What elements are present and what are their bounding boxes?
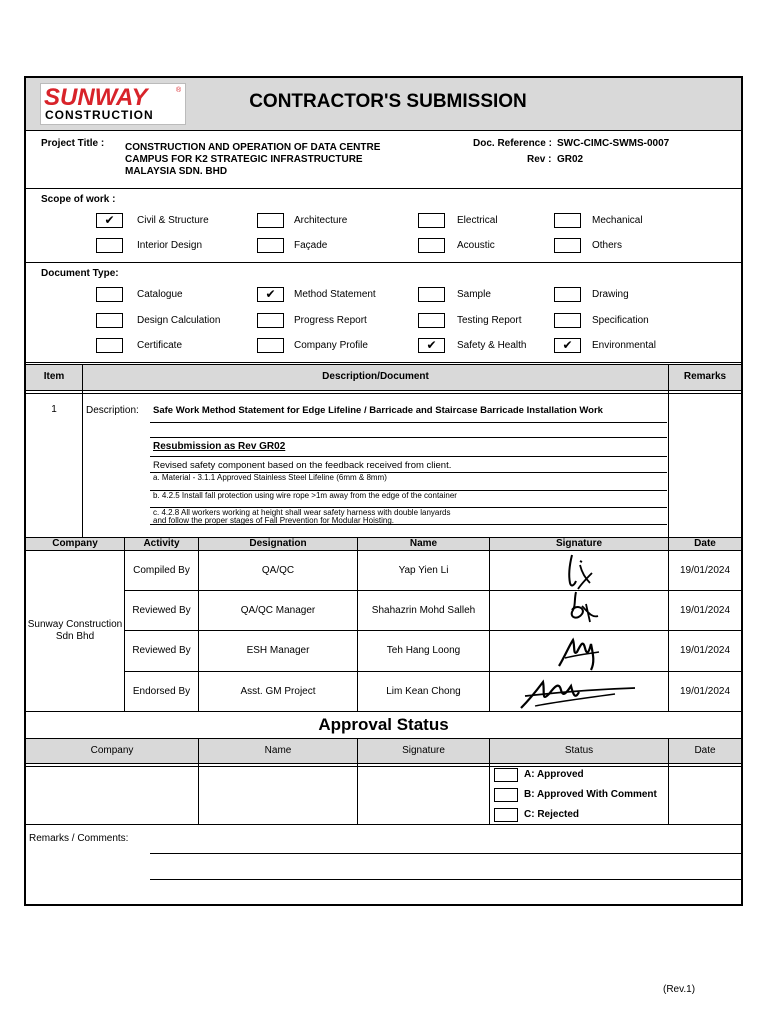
doctype-label-sample: Sample: [457, 289, 491, 300]
rev-value: GR02: [557, 154, 584, 165]
status-checkbox-approved-with-comment[interactable]: [494, 788, 518, 802]
doctype-checkbox-sample[interactable]: [418, 287, 445, 302]
approval-title: Approval Status: [318, 715, 449, 734]
signature-2: [562, 590, 604, 628]
sign-header-activity: Activity: [143, 538, 180, 549]
sign-row-3-date: 19/01/2024: [679, 645, 731, 656]
sign-row-1-name: Yap Yien Li: [398, 565, 449, 576]
footer-rev: (Rev.1): [663, 984, 696, 995]
status-label-approved: A: Approved: [524, 769, 584, 780]
doctype-checkbox-progress-report[interactable]: [257, 313, 284, 328]
doctype-checkbox-catalogue[interactable]: [96, 287, 123, 302]
sign-header-date: Date: [694, 538, 716, 549]
remarks-line-2[interactable]: [150, 879, 741, 880]
sign-row-4-designation: Asst. GM Project: [240, 686, 316, 697]
sign-row-2-name: Shahazrin Mohd Salleh: [371, 605, 476, 616]
status-label-approved-with-comment: B: Approved With Comment: [524, 789, 657, 800]
item-resubmission: Resubmission as Rev GR02: [153, 441, 286, 452]
sign-header-name: Name: [409, 538, 438, 549]
sign-row-4-name: Lim Kean Chong: [386, 686, 461, 697]
doctype-label-method-statement: Method Statement: [294, 289, 376, 300]
doctype-label-progress-report: Progress Report: [294, 315, 367, 326]
sign-row-4-activity: Endorsed By: [132, 686, 191, 697]
item-description-title: Safe Work Method Statement for Edge Lifeline / Barricade and Staircase Barricade Installation Work: [153, 405, 603, 416]
sign-row-1-activity: Compiled By: [133, 565, 190, 576]
approval-header-name: Name: [264, 745, 292, 756]
doc-reference-value: SWC-CIMC-SWMS-0007: [557, 138, 670, 149]
scope-label-mechanical: Mechanical: [592, 215, 643, 226]
items-header-remarks: Remarks: [683, 371, 727, 382]
sign-company-line-1: Sunway Construction: [27, 619, 123, 630]
signature-1: [560, 553, 600, 593]
sign-company-line-2: Sdn Bhd: [55, 631, 95, 642]
sign-row-3-designation: ESH Manager: [246, 645, 310, 656]
signature-3: [555, 632, 605, 674]
status-label-rejected: C: Rejected: [524, 809, 580, 820]
doctype-label-company-profile: Company Profile: [294, 340, 368, 351]
doctype-checkbox-company-profile[interactable]: [257, 338, 284, 353]
doctype-checkbox-certificate[interactable]: [96, 338, 123, 353]
scope-label-others: Others: [592, 240, 623, 251]
scope-checkbox-architecture[interactable]: [257, 213, 284, 228]
item-point-a: a. Material - 3.1.1 Approved Stainless Steel Lifeline (6mm & 8mm): [153, 473, 387, 482]
sign-row-2-date: 19/01/2024: [679, 605, 731, 616]
approval-header-status: Status: [564, 745, 594, 756]
approval-header-company: Company: [90, 745, 134, 756]
sign-row-1-date: 19/01/2024: [679, 565, 731, 576]
remarks-label: Remarks / Comments:: [29, 833, 129, 844]
project-title-line-1: CONSTRUCTION AND OPERATION OF DATA CENTRE: [125, 142, 381, 153]
doc-reference-label: Doc. Reference :: [473, 138, 552, 149]
sunway-logo: [40, 83, 186, 125]
scope-checkbox-acoustic[interactable]: [418, 238, 445, 253]
scope-label-interior: Interior Design: [137, 240, 203, 251]
rev-label: Rev :: [527, 154, 552, 165]
items-header-item: Item: [43, 371, 65, 382]
doctype-checkbox-drawing[interactable]: [554, 287, 581, 302]
sign-header-company: Company: [52, 538, 98, 549]
sign-row-3-name: Teh Hang Loong: [386, 645, 461, 656]
doctype-label-specification: Specification: [592, 315, 649, 326]
sign-row-2-designation: QA/QC Manager: [240, 605, 316, 616]
doctype-checkbox-specification[interactable]: [554, 313, 581, 328]
item-revised-note: Revised safety component based on the feedback received from client.: [153, 460, 452, 471]
item-point-c-line-1: c. 4.2.8 All workers working at height shall wear safety harness with double lanyards: [153, 508, 451, 517]
project-title-line-3: MALAYSIA SDN. BHD: [125, 166, 228, 177]
sign-row-3-activity: Reviewed By: [132, 645, 191, 656]
scope-checkbox-others[interactable]: [554, 238, 581, 253]
project-title-label: Project Title :: [41, 138, 105, 149]
scope-checkbox-mechanical[interactable]: [554, 213, 581, 228]
scope-checkbox-civil[interactable]: ✔: [96, 213, 123, 228]
doctype-checkbox-safety-health[interactable]: ✔: [418, 338, 445, 353]
doctype-checkbox-environmental[interactable]: ✔: [554, 338, 581, 353]
doctype-checkbox-design-calculation[interactable]: [96, 313, 123, 328]
doctype-checkbox-testing-report[interactable]: [418, 313, 445, 328]
item-description-label: Description:: [86, 405, 139, 416]
scope-label-architecture: Architecture: [294, 215, 348, 226]
sign-header-designation: Designation: [249, 538, 307, 549]
scope-checkbox-electrical[interactable]: [418, 213, 445, 228]
scope-label-acoustic: Acoustic: [457, 240, 495, 251]
status-checkbox-rejected[interactable]: [494, 808, 518, 822]
doctype-label-certificate: Certificate: [137, 340, 183, 351]
remarks-line-1[interactable]: [150, 853, 741, 854]
scope-label-civil: Civil & Structure: [137, 215, 209, 226]
doctype-label-environmental: Environmental: [592, 340, 656, 351]
item-point-b: b. 4.2.5 Install fall protection using wire rope >1m away from the edge of the container: [153, 491, 457, 500]
doctype-label-safety-health: Safety & Health: [457, 340, 527, 351]
items-header-description: Description/Document: [322, 371, 429, 382]
doctype-label-drawing: Drawing: [592, 289, 629, 300]
signature-4: [515, 672, 640, 712]
logo-registered: ®: [176, 87, 182, 94]
approval-header-signature: Signature: [402, 745, 445, 756]
scope-checkbox-interior[interactable]: [96, 238, 123, 253]
scope-label: Scope of work :: [41, 194, 116, 205]
scope-checkbox-facade[interactable]: [257, 238, 284, 253]
status-checkbox-approved[interactable]: [494, 768, 518, 782]
project-title-line-2: CAMPUS FOR K2 STRATEGIC INFRASTRUCTURE: [125, 154, 363, 165]
item-number: 1: [51, 404, 57, 415]
scope-label-facade: Façade: [294, 240, 328, 251]
sign-row-1-designation: QA/QC: [261, 565, 295, 576]
sign-row-2-activity: Reviewed By: [132, 605, 191, 616]
sign-row-4-date: 19/01/2024: [679, 686, 731, 697]
approval-header-date: Date: [694, 745, 716, 756]
item-point-c-line-2: and follow the proper stages of Fall Prevention for Modular Hoisting.: [153, 516, 395, 525]
doctype-label-catalogue: Catalogue: [137, 289, 183, 300]
doctype-label-testing-report: Testing Report: [457, 315, 522, 326]
sign-header-signature: Signature: [555, 538, 603, 549]
doctype-label: Document Type:: [41, 268, 119, 279]
logo-brand: SUNWAY: [44, 84, 148, 111]
doctype-label-design-calculation: Design Calculation: [137, 315, 221, 326]
logo-sub: CONSTRUCTION: [45, 108, 154, 122]
scope-label-electrical: Electrical: [457, 215, 498, 226]
doctype-checkbox-method-statement[interactable]: ✔: [257, 287, 284, 302]
page-title: CONTRACTOR'S SUBMISSION: [249, 91, 527, 112]
